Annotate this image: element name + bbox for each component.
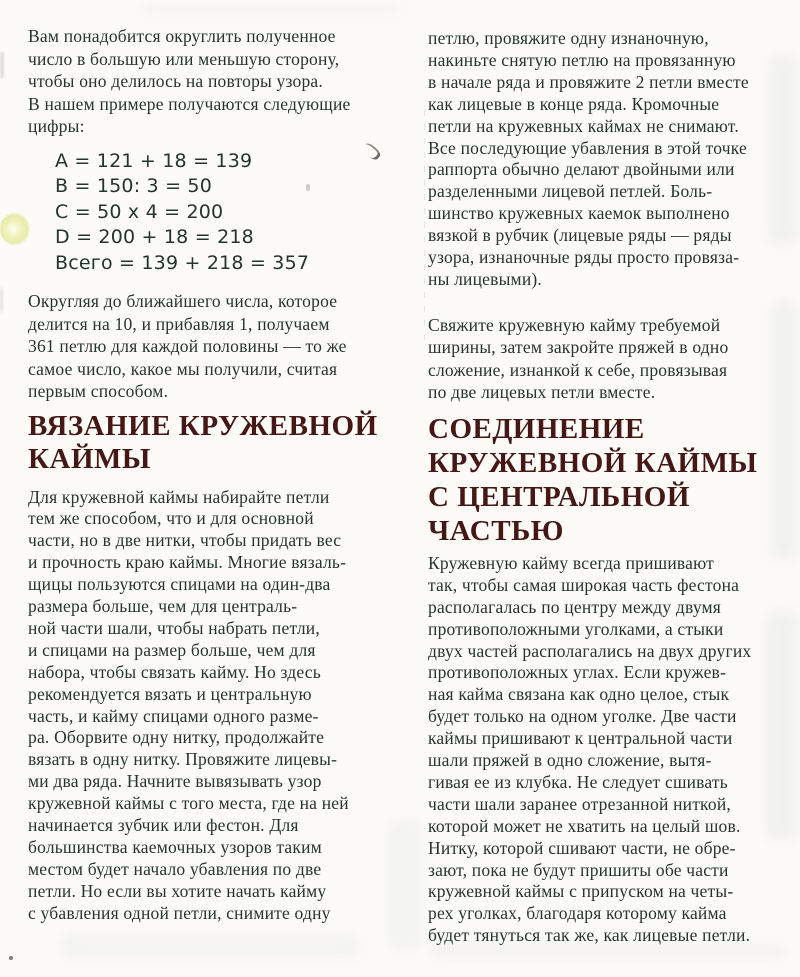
text-line: ра. Оборвите одну нитку, продолжайте	[28, 727, 325, 748]
text-line: зают, пока не будут пришиты обе части	[428, 859, 729, 880]
text-line: рекомендуется вязать и центральную	[28, 683, 312, 704]
text-line: так, чтобы самая широкая часть фестона	[428, 574, 740, 595]
section-heading-knitting-lace-border	[28, 410, 400, 476]
left-column	[28, 0, 400, 925]
text-line: чтобы оно делилось на повторы узора.	[28, 71, 323, 91]
text-line: противоположными уголками, а стыки	[428, 618, 724, 639]
text-line: местом будет начало убавления по две	[28, 858, 322, 879]
text-line: двух частей располагались на двух других	[428, 640, 752, 661]
text-line: в начале ряда и провяжите 2 петли вместе	[428, 71, 749, 92]
text-line: каймы пришивают к центральной части	[428, 728, 733, 749]
text-line: B = 150: 3 = 50	[55, 175, 213, 197]
right-column	[428, 0, 794, 947]
text-line: набора, чтобы связать кайму. Но здесь	[28, 661, 321, 682]
text-line: вязать в одну нитку. Провяжите лицевы-	[28, 749, 338, 770]
text-line: разделенными лицевой петлей. Боль-	[428, 181, 713, 202]
section-heading-joining-lace-border	[428, 412, 794, 548]
scan-edge-mark	[0, 52, 4, 78]
text-line: Кружевную кайму всегда пришивают	[428, 552, 715, 573]
text-line: D = 200 + 18 = 218	[55, 226, 254, 248]
continuation-paragraph	[428, 28, 794, 291]
text-line: ВЯЗАНИЕ КРУЖЕВНОЙ	[28, 409, 378, 442]
text-line: число в большую или меньшую сторону,	[28, 48, 340, 69]
text-line: как лицевые в конце ряда. Кромочные	[428, 93, 720, 114]
text-line: и спицами на размер больше, чем для	[28, 639, 316, 660]
text-line: раппорта обычно делают двойными или	[428, 159, 735, 180]
text-line: ЧАСТЬЮ	[428, 514, 564, 547]
text-line: КАЙМЫ	[28, 442, 151, 475]
text-line: располагалась по центру между двумя	[428, 596, 722, 617]
scan-noise-blotch	[430, 946, 786, 956]
text-line: Нитку, которой сшивают части, не обре-	[428, 837, 736, 858]
text-line: Свяжите кружевную кайму требуемой	[428, 314, 721, 335]
text-line: Для кружевной каймы набирайте петли	[28, 486, 330, 507]
text-line: петли. Но если вы хотите начать кайму	[28, 880, 327, 901]
text-line: Вам понадобится округлить полученное	[28, 26, 336, 46]
text-line: противоположных углах. Если кружев-	[428, 662, 727, 683]
text-line: части, но в две нитки, чтобы придать вес	[28, 530, 342, 551]
text-line: будет только на одном уголке. Две части	[428, 706, 737, 727]
text-line: большинства каемочных узоров таким	[28, 837, 322, 857]
text-line: ми два ряда. Начните вывязывать узор	[28, 771, 322, 792]
text-line: размера больше, чем для централь-	[28, 596, 298, 617]
bind-off-paragraph	[428, 314, 794, 404]
page-crease-line	[424, 110, 425, 340]
text-line: самое число, какое мы получили, считая	[28, 358, 338, 379]
text-line: 361 петлю для каждой половины — то же	[28, 336, 347, 356]
text-line: шали пряжей в одно сложение, вытя-	[428, 750, 712, 771]
yellow-smudge-artifact	[0, 213, 30, 245]
text-line: по две лицевых петли вместе.	[428, 382, 656, 403]
text-line: рех уголках, благодаря которому кайма	[428, 903, 727, 924]
text-line: ная кайма связана как одно целое, стык	[428, 684, 730, 705]
text-line: сложение, изнанкой к себе, провязывая	[428, 359, 728, 380]
text-line: Все последующие убавления в этой точке	[428, 137, 747, 158]
text-line: цифры:	[28, 116, 85, 136]
text-line: ной части шали, чтобы набрать петли,	[28, 617, 320, 638]
intro-paragraph	[28, 25, 400, 138]
text-line: ны лицевыми).	[428, 268, 542, 289]
text-line: ширины, затем закройте пряжей в одно	[428, 337, 729, 358]
text-line: C = 50 x 4 = 200	[55, 200, 224, 223]
text-line: тем же способом, что и для основной	[28, 508, 314, 529]
text-line: петли на кружевных каймах не снимают.	[428, 115, 739, 136]
text-line: щицы пользуются спицами на один-два	[28, 574, 331, 595]
text-line: A = 121 + 18 = 139	[55, 149, 253, 172]
ink-dot-artifact	[9, 956, 13, 960]
text-line: вязкой в рубчик (лицевые ряды — ряды	[428, 225, 732, 246]
lace-border-paragraph	[28, 487, 400, 925]
text-line: будет тянуться так же, как лицевые петли.	[428, 925, 751, 946]
formula-list	[28, 149, 400, 277]
text-line: начинается зубчик или фестон. Для	[28, 815, 299, 836]
text-line: Всего = 139 + 218 = 357	[55, 251, 310, 274]
text-line: петлю, провяжите одну изнаночную,	[428, 28, 709, 48]
text-line: С ЦЕНТРАЛЬНОЙ	[428, 480, 690, 513]
text-line: с убавления одной петли, снимите одну	[28, 902, 331, 923]
text-line: СОЕДИНЕНИЕ	[428, 412, 645, 445]
text-line: КРУЖЕВНОЙ КАЙМЫ	[428, 446, 758, 479]
text-line: которой может не хватить на целый шов.	[428, 815, 741, 836]
text-line: В нашем примере получаются следующие	[28, 93, 351, 114]
scan-noise-blotch	[60, 933, 360, 959]
rounding-paragraph	[28, 290, 400, 403]
text-line: первым способом.	[28, 381, 169, 401]
text-line: гивая ее из клубка. Не следует сшивать	[428, 771, 728, 792]
text-line: и прочность краю каймы. Многие вязаль-	[28, 552, 347, 573]
text-line: узора, изнаночные ряды просто провяза-	[428, 247, 740, 268]
scan-edge-mark	[0, 288, 3, 312]
text-line: часть, и кайму спицами одного разме-	[28, 705, 319, 726]
text-line: шинство кружевных каемок выполнено	[428, 203, 730, 224]
text-line: кружевной каймы с того места, где на ней	[28, 793, 349, 814]
text-line: делится на 10, и прибавляя 1, получаем	[28, 313, 330, 334]
text-line: Округляя до ближайшего числа, которое	[28, 291, 338, 311]
joining-paragraph	[428, 553, 794, 947]
text-line: части шали заранее отрезанной ниткой,	[428, 793, 731, 814]
text-line: кружевной каймы с припуском на четы-	[428, 881, 734, 902]
text-line: накиньте снятую петлю на провязанную	[428, 49, 736, 70]
